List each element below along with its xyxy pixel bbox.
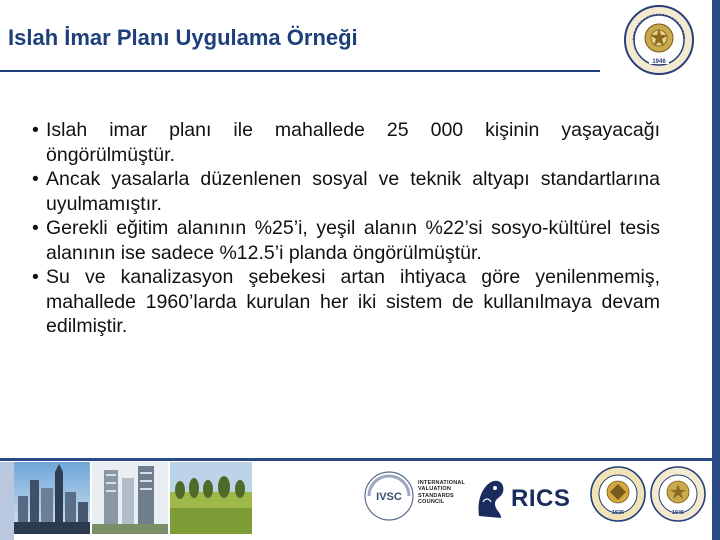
- svg-text:IVSC: IVSC: [376, 491, 402, 503]
- svg-text:1926: 1926: [611, 510, 625, 516]
- bullet-item: • Su ve kanalizasyon şebekesi artan ihtiyaca göre yenilenmemiş, mahallede 1960’larda kurulan her iki sistem de kullanılmaya devam edilmiştir.: [32, 265, 660, 339]
- ivsc-logo: [363, 468, 473, 528]
- rics-lion-icon: [473, 472, 509, 524]
- footer-side-strip: [0, 462, 14, 540]
- bullet-item: • Islah imar planı ile mahallede 25 000 kişinin yaşayacağı öngörülmüştür.: [32, 118, 660, 167]
- city-skyline-photo: [14, 462, 90, 534]
- title-underline: [0, 70, 600, 72]
- svg-text:1946: 1946: [652, 59, 666, 65]
- svg-text:1946: 1946: [671, 510, 685, 516]
- rics-wordmark: RICS: [511, 485, 571, 512]
- green-field-photo: [170, 462, 252, 534]
- right-accent-bar: [712, 0, 720, 540]
- ivsc-logo-icon: [363, 468, 415, 524]
- ivsc-text: INTERNATIONAL VALUATION STANDARDS COUNCIL: [418, 480, 466, 506]
- bullet-list: [32, 118, 660, 339]
- bullet-item: • Gerekli eğitim alanının %25’i, yeşil alanın %22’si sosyo-kültürel tesis alanının ise sadece %12.5’i planda öngörülmüştür.: [32, 216, 660, 265]
- towers-photo: [92, 462, 168, 534]
- slide-title: Islah İmar Planı Uygulama Örneği: [8, 25, 358, 50]
- rics-logo: [473, 470, 581, 526]
- ankara-university-seal-icon: [623, 2, 695, 78]
- gazi-university-seal-icon: [590, 464, 646, 524]
- ankara-university-seal-bottom-icon: [650, 464, 706, 524]
- bullet-item: • Ancak yasalarla düzenlenen sosyal ve teknik altyapı standartlarına uyulmamıştır.: [32, 167, 660, 216]
- footer-rule: [0, 458, 712, 461]
